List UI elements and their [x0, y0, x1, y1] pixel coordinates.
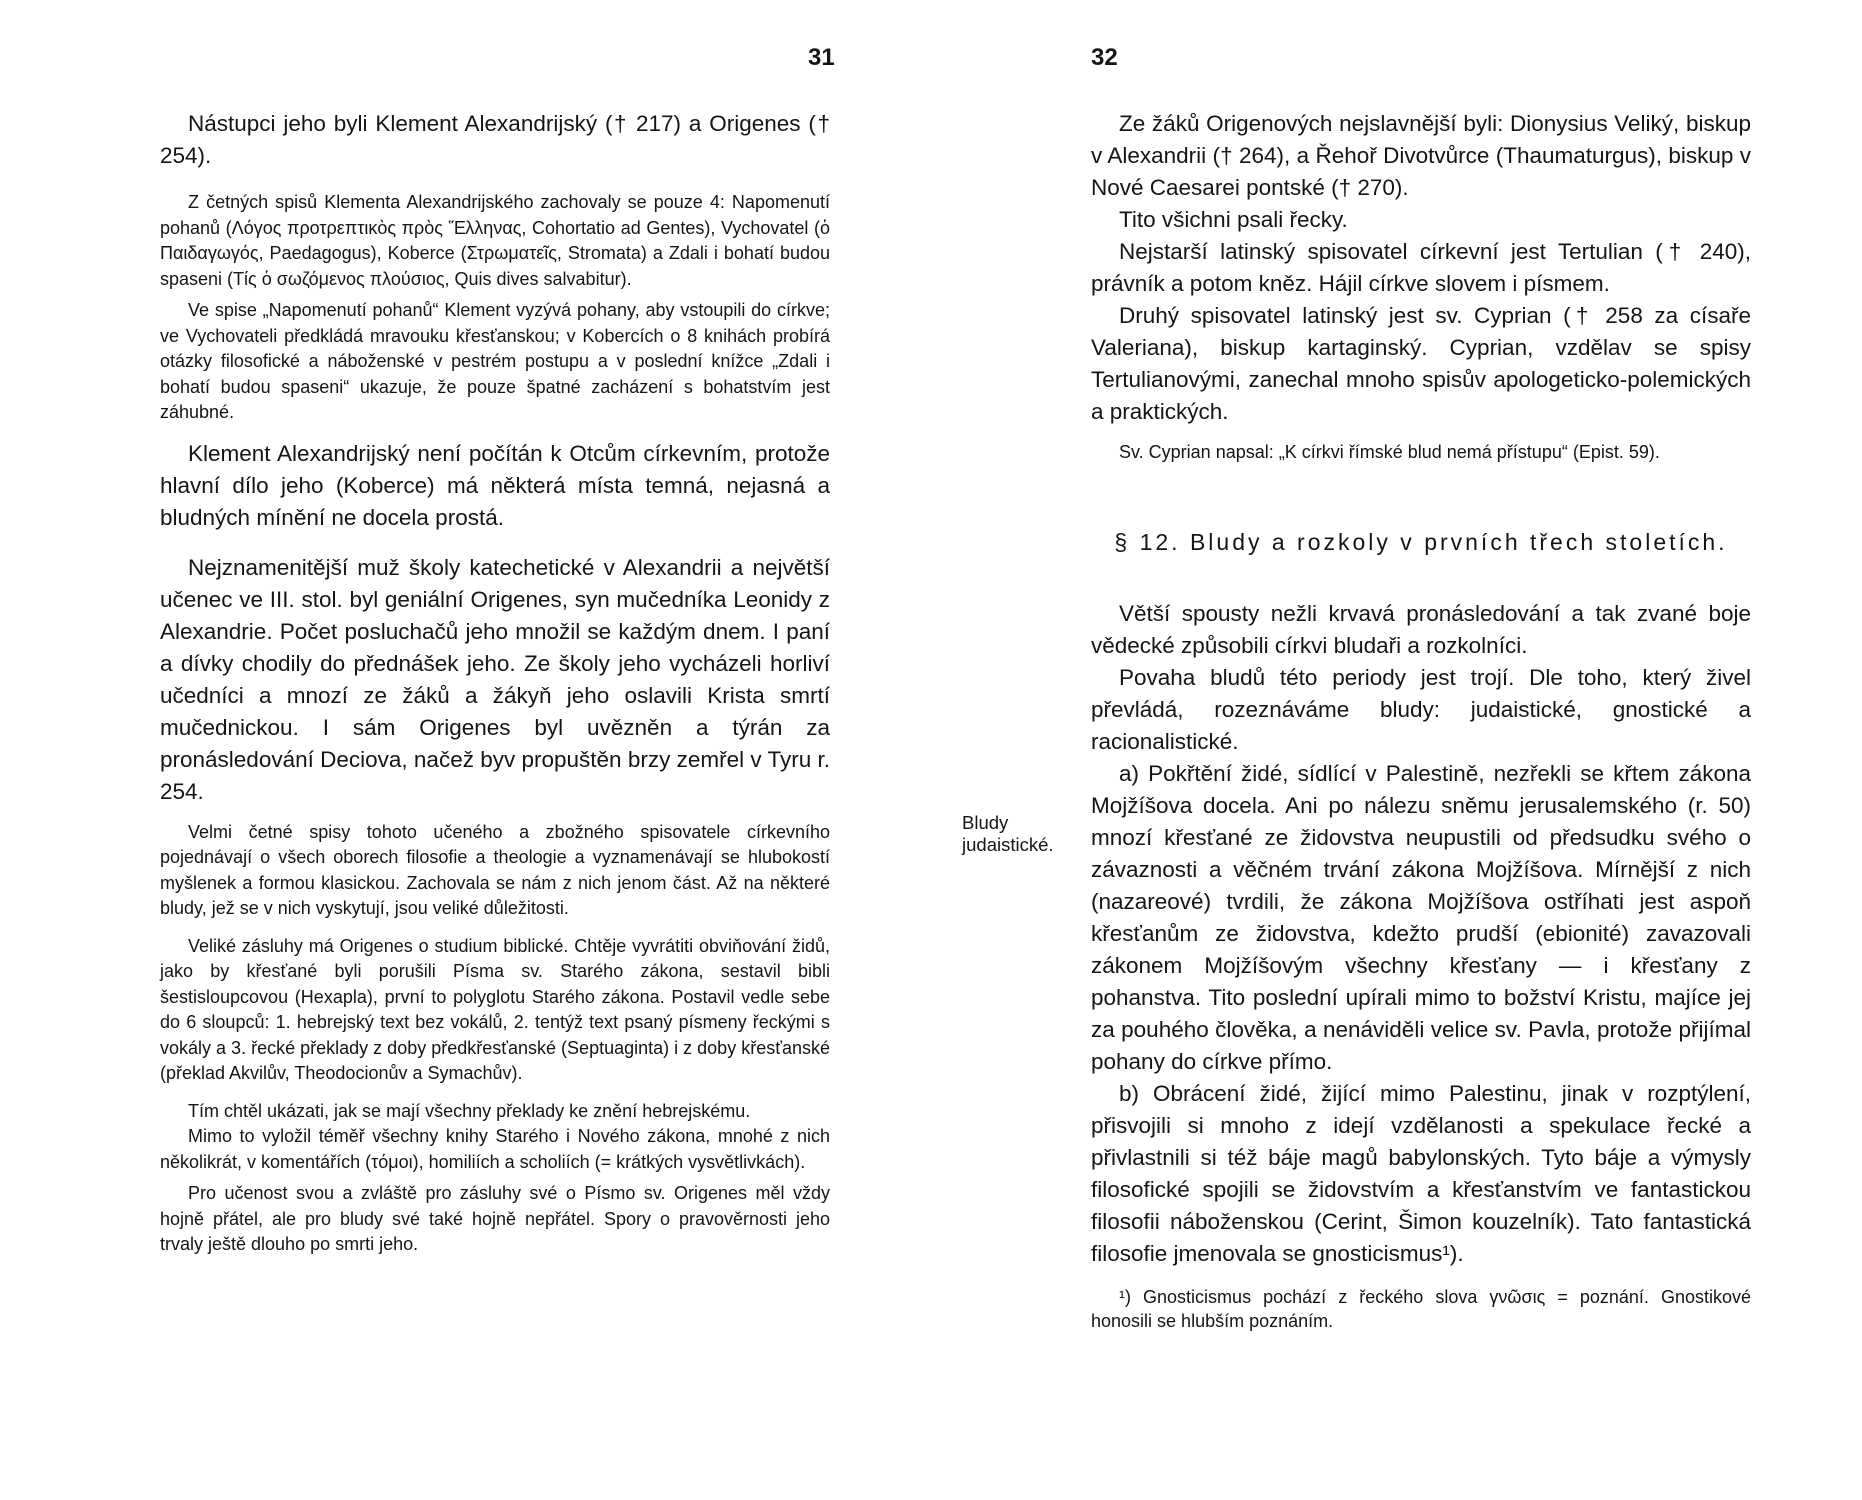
paragraph-small: Tím chtěl ukázati, jak se mají všechny překlady ke znění hebrejskému.: [188, 1100, 751, 1121]
paragraph-small: Sv. Cyprian napsal: „K církvi římské blud nemá přístupu“ (Epist. 59).: [1119, 442, 1660, 462]
paragraph: Nástupci jeho byli Klement Alexandrijský († 217) a Origenes († 254).: [160, 111, 830, 168]
margin-note: Bludy judaistické.: [962, 812, 1054, 855]
page-number: 31: [808, 44, 835, 71]
paragraph-small: Pro učenost svou a zvláště pro zásluhy své o Písmo sv. Origenes měl vždy hojně přátel, ale pro bludy své také hojně nepřátel. Spory o pravověrnosti jeho trvaly ještě dlouho po smrti jeho.: [160, 1183, 830, 1254]
paragraph: Nejstarší latinský spisovatel církevní jest Tertulian († 240), právník a potom kněz. Hájil církve slovem i písmem.: [1091, 239, 1751, 296]
paragraph: Tito všichni psali řecky.: [1119, 207, 1348, 232]
paragraph: Nejznamenitější muž školy katechetické v Alexandrii a největší učenec ve III. stol. byl geniální Origenes, syn mučedníka Leonidy z Alexandrie. Počet posluchačů jeho množil se každým dnem. I paní a dívky chodily do přednášek jeho. Ze školy jeho vycházeli horliví učedníci a mnozí ze žáků a žákyň jeho oslavili Krista smrtí mučednickou. I sám Origenes byl uvězněn a týrán za pronásledování Deciova, načež byv propuštěn brzy zemřel v Tyru r. 254.: [160, 554, 830, 804]
footnote: ¹) Gnosticismus pochází z řeckého slova γνῶσις = poznání. Gnostikové honosili se hlubším poznáním.: [1091, 1286, 1751, 1331]
paragraph-small: Velmi četné spisy tohoto učeného a zbožného spisovatele církevního pojednávají o všech oborech filosofie a theologie a vyznamenávají se hlubokostí myšlenek a formou klasickou. Zachovala se nám z nich jenom část. Až na některé bludy, jež se v nich vyskytují, jsou veliké důležitosti.: [160, 821, 830, 918]
text-column: [1091, 108, 1751, 1333]
paragraph-small: Mimo to vyložil téměř všechny knihy Starého i Nového zákona, mnohé z nich několikrát, v komentářích (τόμοι), homiliích a scholiích (= krátkých vysvětlivkách).: [160, 1126, 830, 1172]
paragraph: Ze žáků Origenových nejslavnější byli: Dionysius Veliký, biskup v Alexandrii († 264), a Řehoř Divotvůrce (Thaumaturgus), biskup v Nové Caesarei pontské († 270).: [1091, 111, 1751, 200]
paragraph: a) Pokřtění židé, sídlící v Palestině, nezřekli se křtem zákona Mojžíšova docela. Ani po nálezu sněmu jerusalemského (r. 50) mnozí křesťané ze židovstva neupustili od předsudku svého o závaznosti a věčném trvání zákona Mojžíšova. Mírnější z nich (nazareové) tvrdili, že zákona Mojžíšova ostříhati jest aspoň křesťanům ze židovstva, kdežto prudší (ebionité) zavazovali zákonem Mojžíšovým všechny křesťany — i křesťany z pohanstva. Tito poslední upírali mimo to božství Kristu, majíce jej za pouhého člověka, a nenáviděli velice sv. Pavla, protože přijímal pohany do církve přímo.: [1091, 760, 1751, 1074]
paragraph-small: Veliké zásluhy má Origenes o studium biblické. Chtěje vyvrátiti obviňování židů, jako by křesťané byli porušili Písma sv. Starého zákona, sestavil bibli šestisloupcovou (Hexapla), první to polyglotu Starého zákona. Postavil vedle sebe do 6 sloupců: 1. hebrejský text bez vokálů, 2. tentýž text psaný písmeny řeckými s vokály a 3. řecké překlady z doby předkřesťanské (Septuaginta) i z doby křesťanské (překlad Akvilův, Theodocionův a Symachův).: [160, 935, 830, 1083]
paragraph: b) Obrácení židé, žijící mimo Palestinu, jinak v rozptýlení, přisvojili si mnoho z idejí vzdělanosti a spekulace řecké a přivlastnili si též báje magů babylonských. Tyto báje a výmysly filosofické spojili se židovstvím a křesťanstvím ve fantastickou filosofii náboženskou (Cerint, Šimon kouzelník). Tato fantastická filosofie jmenovala se gnosticismus¹).: [1091, 1080, 1751, 1266]
paragraph-small: Ve spise „Napomenutí pohanů“ Klement vyzývá pohany, aby vstoupili do církve; ve Vychovateli předkládá mravouku křesťanskou; v Kobercích o 8 knihách probírá otázky filosofické a náboženské v pestrém postupu a v poslední knížce „Zdali i bohatí budou spaseni“ ukazuje, že pouze špatné zacházení s bohatstvím jest záhubné.: [160, 300, 830, 422]
paragraph: Povaha bludů této periody jest trojí. Dle toho, který živel převládá, rozeznáváme bludy: judaistické, gnostické a racionalistické.: [1091, 664, 1751, 754]
paragraph: Klement Alexandrijský není počítán k Otcům církevním, protože hlavní dílo jeho (Koberce) má některá místa temná, nejasná a bludných mínění ne docela prostá.: [160, 440, 830, 530]
page-number: 32: [1091, 44, 1118, 71]
paragraph: Druhý spisovatel latinský jest sv. Cyprian († 258 za císaře Valeriana), biskup kartaginský. Cyprian, vzdělav se spisy Tertulianovými, zanechal mnoho spisův apologeticko-polemických a praktických.: [1091, 303, 1751, 424]
text-column: [160, 108, 830, 1258]
right-page: [931, 0, 1862, 1500]
paragraph-small: Z četných spisů Klementa Alexandrijského zachovaly se pouze 4: Napomenutí pohanů (Λόγος προτρεπτικὸς πρὸς Ἕλληνας, Cohortatio ad Gentes), Vychovatel (ὁ Παιδαγωγός, Paedagogus), Koberce (Στρωματεῖς, Stromata) a Zdali i bohatí budou spaseni (Τίς ὁ σωζόμενος πλούσιος, Quis dives salvabitur).: [160, 192, 830, 289]
paragraph: Větší spousty nežli krvavá pronásledování a tak zvané boje vědecké způsobili církvi bludaři a rozkolníci.: [1091, 600, 1751, 658]
section-heading: § 12. Bludy a rozkoly v prvních třech stoletích.: [1114, 528, 1728, 555]
